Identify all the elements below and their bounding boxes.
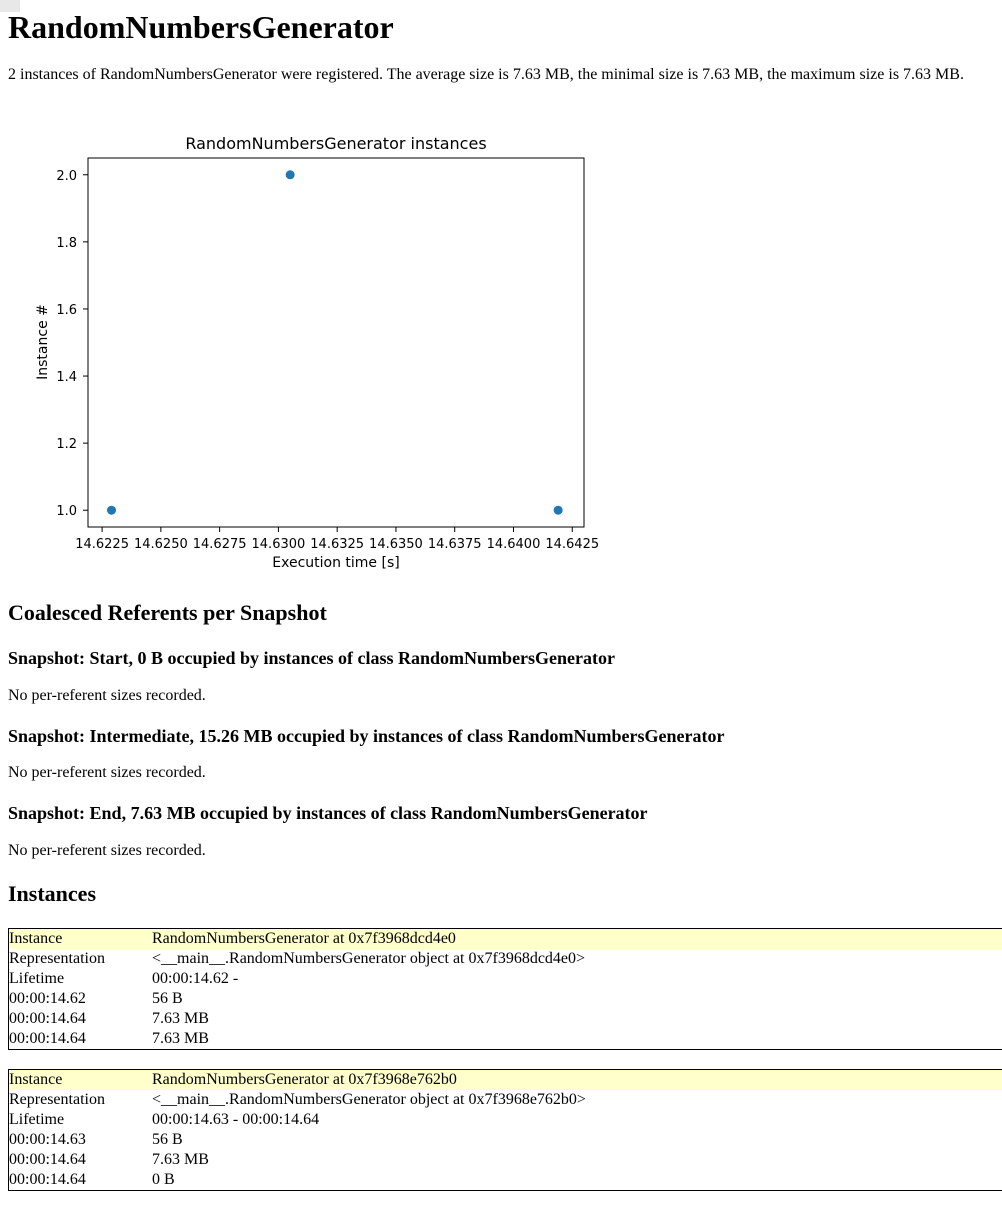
size-value: 7.63 MB (152, 1010, 209, 1027)
representation-value: <__main__.RandomNumbersGenerator object at 0x7f3968e762b0> (152, 1091, 586, 1108)
lifetime-value: 00:00:14.62 - (152, 970, 239, 987)
snapshot-end-note: No per-referent sizes recorded. (8, 842, 206, 859)
x-axis-label: Execution time [s] (272, 555, 400, 571)
snapshot-intermediate-heading: Snapshot: Intermediate, 15.26 MB occupied by instances of class RandomNumbersGenerator (8, 726, 725, 746)
size-value: 0 B (152, 1171, 175, 1188)
representation-value: <__main__.RandomNumbersGenerator object at 0x7f3968dcd4e0> (152, 950, 586, 967)
size-row (9, 1170, 1002, 1191)
scatter-point (554, 506, 563, 515)
y-tick-label: 2.0 (56, 168, 77, 184)
snapshot-intermediate-note: No per-referent sizes recorded. (8, 764, 206, 781)
size-timestamp: 00:00:14.64 (9, 1171, 86, 1188)
size-value: 56 B (152, 990, 183, 1007)
x-tick-label: 14.6325 (310, 537, 365, 552)
scatter-point (286, 170, 295, 179)
y-tick-label: 1.8 (56, 235, 77, 251)
representation-row (9, 1090, 1002, 1110)
chart-title: RandomNumbersGenerator instances (185, 134, 487, 153)
snapshot-start-note: No per-referent sizes recorded. (8, 687, 206, 704)
y-tick-label: 1.0 (56, 504, 77, 520)
representation-key: Representation (9, 950, 105, 967)
size-row (9, 1150, 1002, 1170)
size-timestamp: 00:00:14.64 (9, 1030, 86, 1047)
lifetime-row (9, 1110, 1002, 1130)
instance-row (9, 1070, 1002, 1091)
lifetime-row (9, 969, 1002, 989)
coalesced-heading: Coalesced Referents per Snapshot (8, 600, 327, 625)
x-axis-ticks (75, 527, 599, 552)
representation-key: Representation (9, 1091, 105, 1108)
y-axis-ticks (56, 169, 88, 519)
size-timestamp: 00:00:14.64 (9, 1151, 86, 1168)
x-tick-label: 14.6250 (133, 537, 188, 552)
x-tick-label: 14.6375 (427, 537, 482, 552)
snapshot-end-heading: Snapshot: End, 7.63 MB occupied by instances of class RandomNumbersGenerator (8, 803, 648, 823)
instance-value: RandomNumbersGenerator at 0x7f3968dcd4e0 (152, 929, 1002, 950)
instance-table-2 (8, 1069, 1002, 1191)
x-tick-label: 14.6400 (486, 537, 541, 552)
size-row (9, 1029, 1002, 1050)
instance-row (9, 929, 1002, 950)
y-tick-label: 1.2 (56, 437, 77, 453)
instance-value: RandomNumbersGenerator at 0x7f3968e762b0 (152, 1070, 1002, 1091)
snapshot-start-heading: Snapshot: Start, 0 B occupied by instances of class RandomNumbersGenerator (8, 648, 616, 668)
x-tick-label: 14.6300 (251, 537, 306, 552)
size-row (9, 1009, 1002, 1029)
instances-heading: Instances (8, 881, 97, 906)
size-value: 7.63 MB (152, 1030, 209, 1047)
y-tick-label: 1.4 (56, 370, 77, 386)
y-tick-label: 1.6 (56, 302, 77, 318)
size-timestamp: 00:00:14.64 (9, 1010, 86, 1027)
lifetime-key: Lifetime (9, 1111, 65, 1128)
size-timestamp: 00:00:14.62 (9, 990, 86, 1007)
size-row (9, 989, 1002, 1009)
y-axis-label: Instance # (35, 304, 51, 380)
instance-key: Instance (9, 929, 153, 950)
size-timestamp: 00:00:14.63 (9, 1131, 86, 1148)
x-tick-label: 14.6275 (192, 537, 247, 552)
summary-text: 2 instances of RandomNumbersGenerator were registered. The average size is 7.63 MB, the minimal size is 7.63 MB, the maximum size is 7.63 MB. (8, 66, 964, 83)
size-value: 56 B (152, 1131, 183, 1148)
page-title: RandomNumbersGenerator (8, 9, 394, 45)
lifetime-key: Lifetime (9, 970, 65, 987)
plot-area (88, 158, 584, 527)
representation-row (9, 949, 1002, 969)
size-value: 7.63 MB (152, 1151, 209, 1168)
instance-key: Instance (9, 1070, 153, 1091)
instances-chart (0, 120, 620, 580)
scatter-point (107, 506, 116, 515)
x-tick-label: 14.6350 (369, 537, 423, 552)
x-tick-label: 14.6425 (545, 537, 600, 552)
x-tick-label: 14.6225 (75, 537, 129, 552)
lifetime-value: 00:00:14.63 - 00:00:14.64 (152, 1111, 320, 1128)
instance-table-1 (8, 928, 1002, 1050)
size-row (9, 1130, 1002, 1150)
chart-svg (0, 120, 620, 580)
